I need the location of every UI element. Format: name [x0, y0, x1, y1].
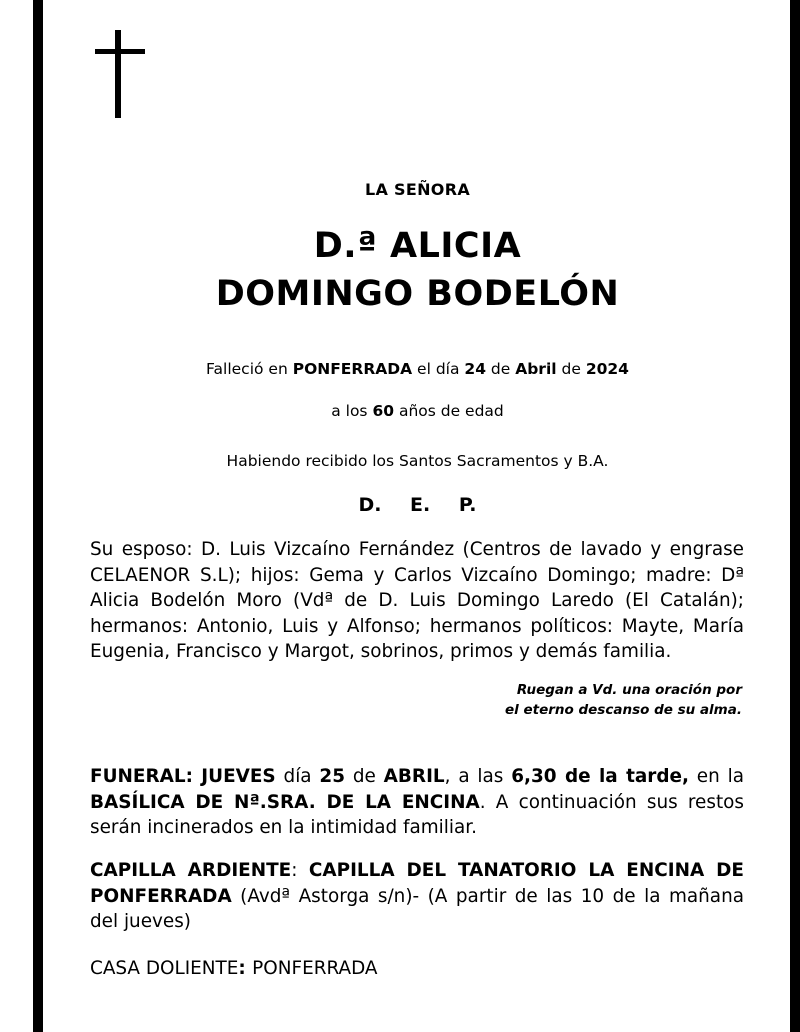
deceased-name — [90, 222, 745, 318]
cross-icon — [95, 30, 145, 118]
family-paragraph: Su esposo: D. Luis Vizcaíno Fernández (Centros de lavado y engrase CELAENOR S.L); hijos: Gema y Carlos Vizcaíno Domingo; madre: Dª Alicia Bodelón Moro (Vdª de D. Luis Domingo Laredo (El Catalán); hermanos: Antonio, Luis y Alfonso; hermanos políticos: Mayte, María Eugenia, Francisco y Margot, sobrinos, primos y demás familia. — [90, 539, 744, 662]
sacraments-text: Habiendo recibido los Santos Sacramentos y B.A. — [226, 452, 609, 470]
chapel-info: CAPILLA ARDIENTE: CAPILLA DEL TANATORIO LA ENCINA DE PONFERRADA (Avdª Astorga s/n)- (A partir de las 10 de la mañana del jueves) — [90, 860, 744, 932]
death-info: Falleció en PONFERRADA el día 24 de Abril de 2024 — [206, 360, 629, 378]
prayer-request — [440, 680, 742, 720]
age-info: a los 60 años de edad — [331, 402, 504, 420]
prayer-line-1: Ruegan a Vd. una oración por — [516, 682, 742, 698]
funeral-info: FUNERAL: JUEVES día 25 de ABRIL, a las 6,30 de la tarde, en la BASÍLICA DE Nª.SRA. DE LA ENCINA. A continuación sus restos serán incinerados en la intimidad familiar. — [90, 766, 744, 838]
house-info: CASA DOLIENTE: PONFERRADA — [90, 958, 378, 979]
left-border — [33, 0, 43, 1032]
heading: LA SEÑORA — [365, 180, 470, 199]
name-line-2: DOMINGO BODELÓN — [215, 274, 620, 314]
name-line-1: D.ª ALICIA — [313, 226, 522, 266]
dep-text: D. E. P. — [358, 494, 477, 516]
right-border — [790, 0, 800, 1032]
prayer-line-2: el eterno descanso de su alma. — [505, 702, 742, 718]
